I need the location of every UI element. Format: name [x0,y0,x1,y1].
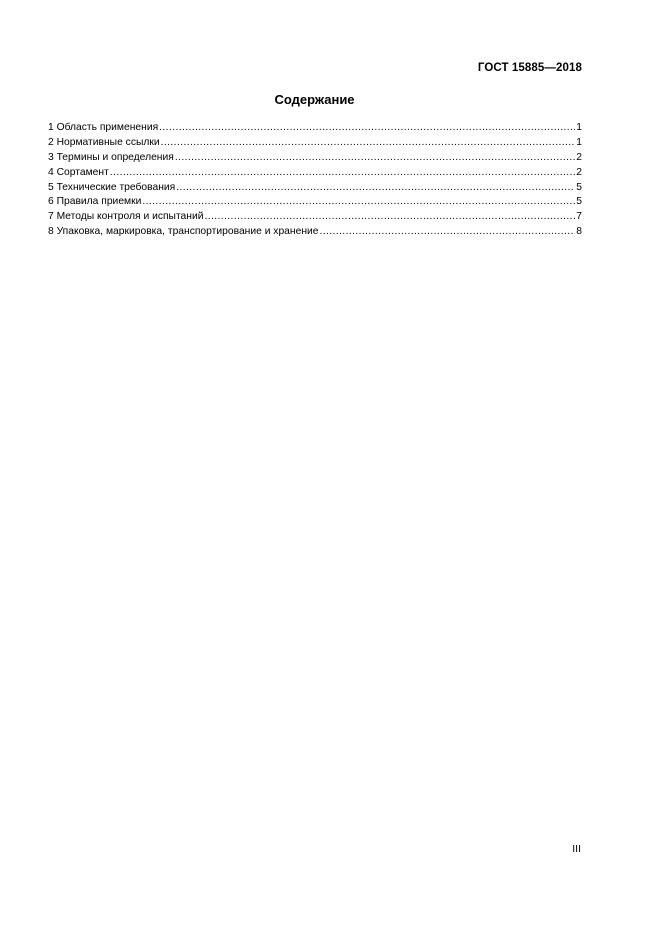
toc-entry-8[interactable] [48,225,582,240]
toc-dot-leader [161,136,576,151]
toc-entry-page: 5 [576,196,582,208]
document-code: ГОСТ 15885—2018 [477,62,582,74]
toc-dot-leader [142,195,575,210]
toc-dot-leader [175,151,575,166]
toc-entry-text: 8 Упаковка, маркировка, транспортирование и хранение [48,226,319,238]
toc-entry-page: 1 [576,136,582,148]
page-number: III [572,843,581,855]
toc-entry-5[interactable] [48,181,582,196]
toc-dot-leader [204,210,575,225]
toc-list [48,121,582,240]
toc-entry-page: 5 [576,181,582,193]
toc-dot-leader [110,166,575,181]
toc-entry-6[interactable] [48,195,582,210]
toc-entry-text: 4 Сортамент [48,166,109,178]
toc-entry-page: 1 [576,122,582,133]
toc-entry-2[interactable] [48,136,582,151]
toc-entry-page: 2 [576,166,582,178]
toc-title: Содержание [274,92,355,107]
toc-entry-text: 3 Термины и определения [48,151,174,163]
toc-dot-leader [176,181,575,196]
toc-entry-text: 2 Нормативные ссылки [48,136,160,148]
toc-entry-7[interactable] [48,210,582,225]
toc-entry-page: 8 [576,226,582,238]
toc-dot-leader [159,121,575,136]
toc-entry-text: 1 Область применения [48,122,159,133]
toc-dot-leader [319,225,575,240]
toc-entry-text: 7 Методы контроля и испытаний [48,211,204,223]
toc-entry-3[interactable] [48,151,582,166]
toc-entry-text: 6 Правила приемки [48,196,142,208]
toc-entry-1[interactable] [48,121,582,136]
toc-entry-text: 5 Технические требования [48,181,176,193]
toc-entry-4[interactable] [48,166,582,181]
toc-entry-page: 7 [576,211,582,223]
toc-entry-page: 2 [576,151,582,163]
